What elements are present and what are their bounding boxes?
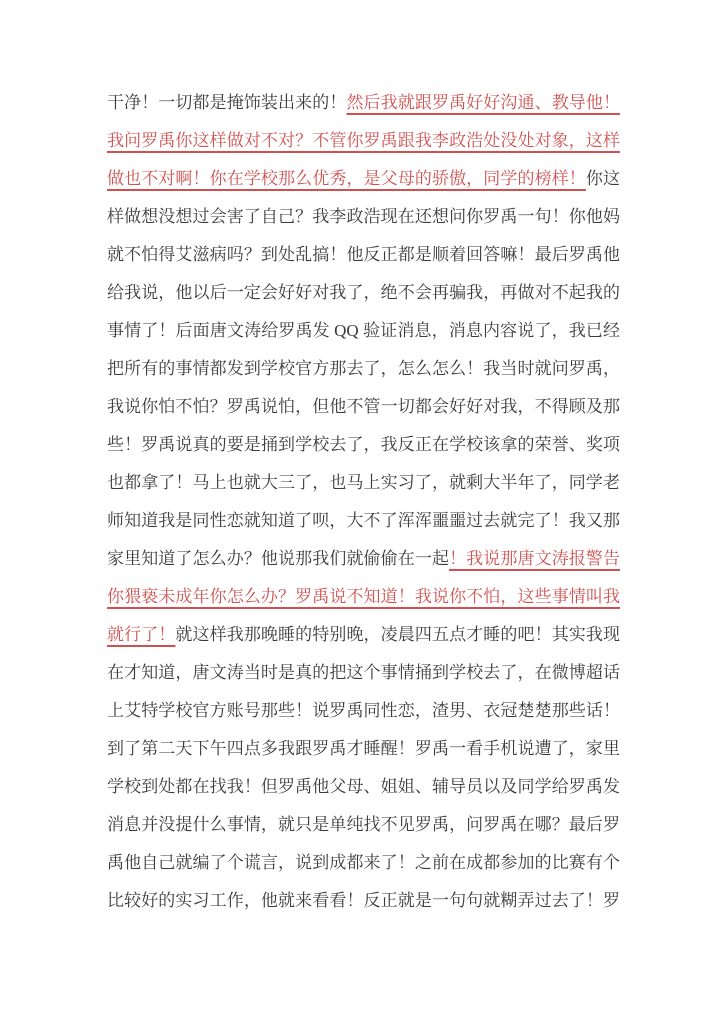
- body-text-run: 比较好的实习工作，他就来看看！反正就是一句句就糊弄过去了！罗: [107, 891, 620, 910]
- text-line: [107, 236, 620, 274]
- text-line: [107, 312, 620, 350]
- body-text-run: 事情了！后面唐文涛给罗禹发 QQ 验证消息，消息内容说了，我已经: [107, 321, 620, 340]
- red-underlined-text-run: ！我说那唐文涛报警告: [449, 549, 620, 568]
- text-line: [107, 84, 620, 122]
- text-line: [107, 768, 620, 806]
- red-underlined-text-run: 就行了！: [107, 625, 176, 644]
- red-underlined-text-run: 做也不对啊！你在学校那么优秀，是父母的骄傲，同学的榜样！: [107, 169, 586, 188]
- text-line: [107, 274, 620, 312]
- body-text-run: 就不怕得艾滋病吗？到处乱搞！他反正都是顺着回答嘛！最后罗禹他: [107, 245, 620, 264]
- body-text-run: 消息并没提什么事情，就只是单纯找不见罗禹，问罗禹在哪？最后罗: [107, 815, 620, 834]
- body-text-run: 干净！一切都是掩饰装出来的！: [107, 93, 347, 112]
- text-line: [107, 388, 620, 426]
- text-line: [107, 464, 620, 502]
- body-text-run: 上艾特学校官方账号那些！说罗禹同性恋，渣男、衣冠楚楚那些话！: [107, 701, 620, 720]
- text-line: [107, 730, 620, 768]
- text-line: [107, 882, 620, 920]
- body-text-run: 师知道我是同性恋就知道了呗，大不了浑浑噩噩过去就完了！我又那: [107, 511, 620, 530]
- body-text-run: 到了第二天下午四点多我跟罗禹才睡醒！罗禹一看手机说遭了，家里: [107, 739, 620, 758]
- body-text-run: 就这样我那晚睡的特别晚，凌晨四五点才睡的吧！其实我现: [175, 625, 620, 644]
- body-text-run: 我说你怕不怕？罗禹说怕，但他不管一切都会好好对我，不得顾及那: [107, 397, 620, 416]
- body-text-run: 你这: [585, 169, 620, 188]
- text-line: [107, 654, 620, 692]
- red-underlined-text-run: 然后我就跟罗禹好好沟通、教导他！: [346, 93, 620, 112]
- text-line: [107, 540, 620, 578]
- text-line: [107, 616, 620, 654]
- text-line: [107, 502, 620, 540]
- body-text-run: 样做想没想过会害了自己？我李政浩现在还想问你罗禹一句！你他妈: [107, 207, 620, 226]
- body-text-run: 禹他自己就编了个谎言，说到成都来了！之前在成都参加的比赛有个: [107, 853, 620, 872]
- text-line: [107, 578, 620, 616]
- body-text-run: 些！罗禹说真的要是捅到学校去了，我反正在学校该拿的荣誉、奖项: [107, 435, 620, 454]
- body-text-run: 在才知道，唐文涛当时是真的把这个事情捅到学校去了，在微博超话: [107, 663, 620, 682]
- text-line: [107, 426, 620, 464]
- red-underlined-text-run: 我问罗禹你这样做对不对？不管你罗禹跟我李政浩处没处对象，这样: [107, 131, 620, 150]
- text-line: [107, 844, 620, 882]
- body-text-run: 给我说，他以后一定会好好对我了，绝不会再骗我，再做对不起我的: [107, 283, 620, 302]
- text-line: [107, 692, 620, 730]
- document-text-block: [107, 84, 620, 920]
- text-line: [107, 122, 620, 160]
- text-line: [107, 198, 620, 236]
- body-text-run: 学校到处都在找我！但罗禹他父母、姐姐、辅导员以及同学给罗禹发: [107, 777, 620, 796]
- body-text-run: 也都拿了！马上也就大三了，也马上实习了，就剩大半年了，同学老: [107, 473, 620, 492]
- text-line: [107, 806, 620, 844]
- body-text-run: 把所有的事情都发到学校官方那去了，怎么怎么！我当时就问罗禹，: [107, 359, 620, 378]
- text-line: [107, 350, 620, 388]
- body-text-run: 家里知道了怎么办？他说那我们就偷偷在一起: [107, 549, 450, 568]
- text-line: [107, 160, 620, 198]
- red-underlined-text-run: 你猥亵未成年你怎么办？罗禹说不知道！我说你不怕，这些事情叫我: [107, 587, 620, 606]
